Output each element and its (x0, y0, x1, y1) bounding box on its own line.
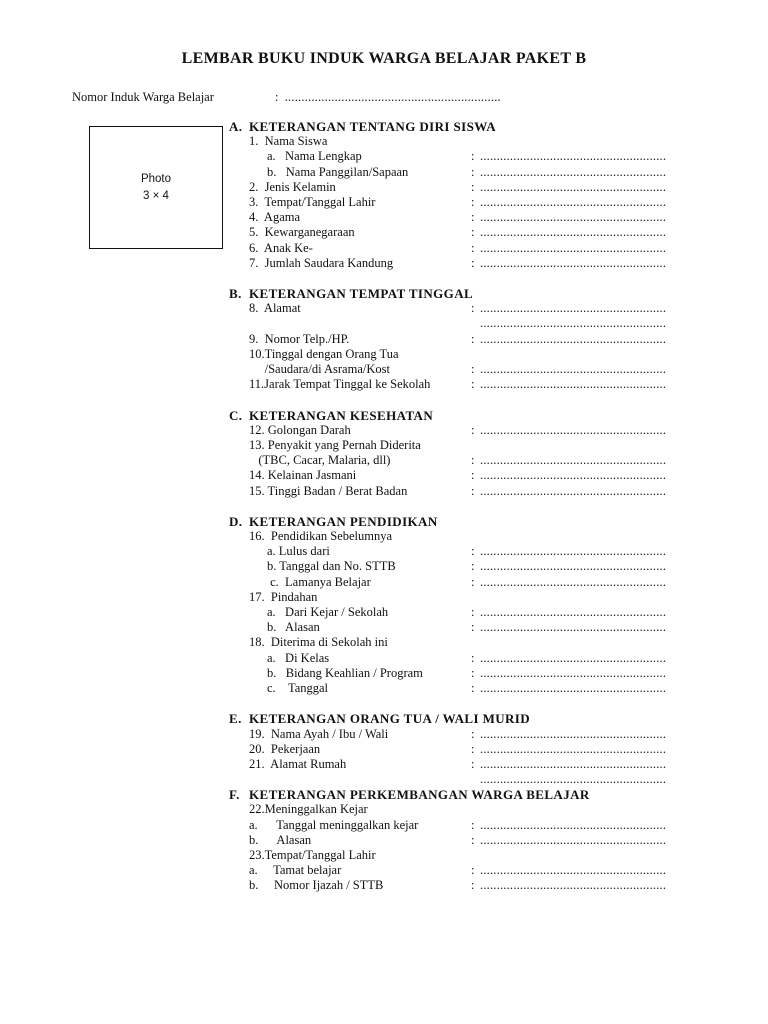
field-label: 18. Diterima di Sekolah ini (249, 635, 388, 650)
section-letter: D. (229, 513, 243, 529)
fill-in-line[interactable]: ........................................................ (480, 559, 667, 574)
form-row (229, 347, 729, 362)
field-label: 7. Jumlah Saudara Kandung (249, 255, 394, 270)
section-title: KETERANGAN PERKEMBANGAN WARGA BELAJAR (249, 787, 590, 803)
field-colon: : (471, 544, 475, 559)
field-colon: : (471, 650, 475, 665)
field-label: b. Alasan (249, 832, 312, 847)
form-row (229, 484, 729, 499)
field-label: 21. Alamat Rumah (249, 756, 347, 771)
form-row (229, 241, 729, 256)
field-label: 1. Nama Siswa (249, 134, 328, 149)
fill-in-line[interactable]: ........................................................ (480, 665, 667, 680)
field-colon: : (471, 179, 475, 194)
field-label: a. Di Kelas (267, 650, 330, 665)
field-colon: : (471, 301, 475, 316)
field-colon: : (471, 149, 475, 164)
section-spacer (229, 696, 729, 711)
form-row (229, 681, 729, 696)
form-row (229, 620, 729, 635)
form-row (229, 651, 729, 666)
form-row (229, 559, 729, 574)
fill-in-line[interactable]: ........................................................ (480, 544, 667, 559)
section-title: KETERANGAN TEMPAT TINGGAL (249, 286, 474, 302)
fill-in-line[interactable]: ........................................................ (480, 878, 667, 893)
field-colon: : (471, 756, 475, 771)
form-row (229, 165, 729, 180)
field-label: 5. Kewarganegaraan (249, 225, 355, 240)
fill-in-line[interactable]: ........................................................ (480, 574, 667, 589)
field-label: a. Tanggal meninggalkan kejar (249, 817, 419, 832)
fill-in-line[interactable]: ........................................................ (480, 605, 667, 619)
form-row (229, 635, 729, 650)
field-label: (TBC, Cacar, Malaria, dll) (249, 453, 391, 468)
form-row (229, 225, 729, 240)
nomor-induk-fill-line[interactable]: ................................................................. (284, 90, 501, 104)
field-colon: : (471, 210, 475, 225)
section-spacer (229, 271, 729, 286)
field-label: 17. Pindahan (249, 589, 318, 604)
form-row (229, 362, 729, 377)
form-row (229, 878, 729, 893)
field-colon: : (471, 620, 475, 635)
fill-in-line[interactable]: ........................................................ (480, 316, 667, 331)
field-colon: : (471, 726, 475, 741)
fill-in-line[interactable]: ........................................................ (480, 377, 667, 392)
section-heading (229, 711, 729, 726)
section-title: KETERANGAN TENTANG DIRI SISWA (249, 119, 496, 134)
section-heading (229, 408, 729, 423)
form-row (229, 666, 729, 681)
form-row (229, 605, 729, 620)
photo-label: Photo (140, 172, 172, 185)
field-label: b. Nomor Ijazah / STTB (249, 878, 384, 893)
field-colon: : (471, 605, 475, 619)
form-row (229, 134, 729, 149)
fill-in-line[interactable]: ........................................................ (480, 194, 667, 209)
section-letter: B. (229, 286, 242, 302)
field-label: a. Lulus dari (267, 544, 330, 559)
field-colon: : (471, 680, 475, 695)
field-colon: : (471, 422, 475, 437)
fill-in-line[interactable]: ........................................................ (480, 620, 667, 635)
field-colon: : (471, 559, 475, 574)
field-label: 4. Agama (249, 210, 301, 225)
section-heading (229, 286, 729, 301)
fill-in-line[interactable]: ........................................................ (480, 832, 667, 847)
fill-in-line[interactable]: ........................................................ (480, 468, 667, 483)
section-spacer (229, 499, 729, 514)
fill-in-line[interactable]: ........................................................ (480, 483, 667, 498)
form-row (229, 180, 729, 195)
form-row (229, 848, 729, 863)
form-row (229, 377, 729, 392)
field-colon: : (471, 453, 475, 468)
section-letter: A. (229, 119, 243, 134)
form-row (229, 438, 729, 453)
fill-in-line[interactable]: ........................................................ (480, 210, 667, 225)
field-label: 20. Pekerjaan (249, 741, 321, 756)
form-row (229, 772, 729, 787)
field-colon: : (471, 574, 475, 589)
field-colon: : (471, 665, 475, 680)
field-colon: : (471, 832, 475, 847)
form-row (229, 210, 729, 225)
fill-in-line[interactable]: ........................................................ (480, 726, 667, 741)
photo-size-label: 3 × 4 (143, 189, 169, 202)
form-row (229, 149, 729, 164)
field-colon: : (471, 468, 475, 483)
form-row (229, 757, 729, 772)
fill-in-line[interactable]: ........................................................ (480, 650, 667, 665)
field-colon: : (471, 377, 475, 392)
field-label: a. Nama Lengkap (267, 149, 362, 164)
field-label: 9. Nomor Telp./HP. (249, 331, 350, 346)
section-spacer (229, 392, 729, 407)
field-colon: : (471, 362, 475, 376)
field-label: 12. Golongan Darah (249, 422, 351, 437)
section-heading (229, 514, 729, 529)
field-label: 15. Tinggi Badan / Berat Badan (249, 483, 408, 498)
fill-in-line[interactable]: ........................................................ (480, 362, 667, 376)
field-colon: : (471, 483, 475, 498)
field-label: b. Nama Panggilan/Sapaan (267, 164, 409, 179)
form-row (229, 316, 729, 331)
section-title: KETERANGAN KESEHATAN (249, 407, 434, 423)
form-row (229, 590, 729, 605)
fill-in-line[interactable]: ........................................................ (480, 255, 667, 270)
fill-in-line[interactable]: ........................................................ (480, 741, 667, 756)
field-colon: : (471, 878, 475, 893)
form-row (229, 802, 729, 817)
field-label: 11.Jarak Tempat Tinggal ke Sekolah (249, 377, 431, 392)
form-row (229, 742, 729, 757)
form-row (229, 332, 729, 347)
field-colon: : (471, 741, 475, 756)
form-row (229, 529, 729, 544)
field-colon: : (471, 255, 475, 270)
fill-in-line[interactable]: ........................................................ (480, 422, 667, 437)
section-letter: C. (229, 407, 243, 423)
fill-in-line[interactable]: ........................................................ (480, 225, 667, 240)
field-label: 16. Pendidikan Sebelumnya (249, 529, 393, 544)
form-row (229, 256, 729, 271)
form-row (229, 301, 729, 316)
section-heading (229, 119, 729, 134)
nomor-induk-colon: : (275, 90, 279, 104)
field-label: 14. Kelainan Jasmani (249, 468, 357, 483)
field-label: c. Lamanya Belajar (267, 574, 371, 589)
field-label: 10.Tinggal dengan Orang Tua (249, 346, 399, 361)
form-row (229, 423, 729, 438)
nomor-induk-label: Nomor Induk Warga Belajar (72, 90, 214, 104)
field-label: 23.Tempat/Tanggal Lahir (249, 848, 376, 862)
field-colon: : (471, 331, 475, 346)
field-label: 13. Penyakit yang Pernah Diderita (249, 437, 421, 452)
form-sections (229, 119, 729, 894)
field-label: 8. Alamat (249, 301, 301, 316)
form-row (229, 468, 729, 483)
field-label: 22.Meninggalkan Kejar (249, 802, 368, 817)
fill-in-line[interactable]: ........................................................ (480, 149, 667, 164)
page-title: LEMBAR BUKU INDUK WARGA BELAJAR PAKET B (181, 50, 587, 67)
field-colon: : (471, 240, 475, 255)
fill-in-line[interactable]: ........................................................ (480, 301, 667, 316)
form-row (229, 833, 729, 848)
fill-in-line[interactable]: ........................................................ (480, 680, 667, 695)
form-row (229, 818, 729, 833)
fill-in-line[interactable]: ........................................................ (480, 772, 667, 787)
form-row (229, 863, 729, 878)
fill-in-line[interactable]: ........................................................ (480, 817, 667, 832)
section-title: KETERANGAN PENDIDIKAN (249, 513, 438, 529)
form-row (229, 727, 729, 742)
field-label: a. Dari Kejar / Sekolah (267, 605, 389, 619)
section-title: KETERANGAN ORANG TUA / WALI MURID (249, 711, 531, 727)
field-colon: : (471, 194, 475, 209)
field-label: 19. Nama Ayah / Ibu / Wali (249, 726, 389, 741)
fill-in-line[interactable]: ........................................................ (480, 179, 667, 194)
section-letter: F. (229, 787, 240, 803)
nomor-induk-row (72, 90, 501, 105)
photo-box (89, 126, 223, 249)
field-colon: : (471, 164, 475, 179)
form-row (229, 453, 729, 468)
fill-in-line[interactable]: ........................................................ (480, 756, 667, 771)
fill-in-line[interactable]: ........................................................ (480, 453, 667, 468)
field-label: b. Bidang Keahlian / Program (267, 665, 423, 680)
form-row (229, 195, 729, 210)
field-colon: : (471, 817, 475, 832)
field-label: b. Tanggal dan No. STTB (267, 559, 396, 574)
field-label: a. Tamat belajar (249, 863, 342, 878)
field-label: 2. Jenis Kelamin (249, 179, 336, 194)
section-letter: E. (229, 711, 242, 727)
fill-in-line[interactable]: ........................................................ (480, 331, 667, 346)
fill-in-line[interactable]: ........................................................ (480, 863, 667, 878)
field-label: b. Alasan (267, 620, 320, 635)
field-label: /Saudara/di Asrama/Kost (249, 362, 390, 376)
field-label: 6. Anak Ke- (249, 240, 313, 255)
form-row (229, 575, 729, 590)
fill-in-line[interactable]: ........................................................ (480, 164, 667, 179)
fill-in-line[interactable]: ........................................................ (480, 240, 667, 255)
field-label: 3. Tempat/Tanggal Lahir (249, 194, 376, 209)
form-row (229, 544, 729, 559)
field-colon: : (471, 225, 475, 240)
field-colon: : (471, 863, 475, 878)
section-heading (229, 787, 729, 802)
field-label: c. Tanggal (267, 680, 329, 695)
